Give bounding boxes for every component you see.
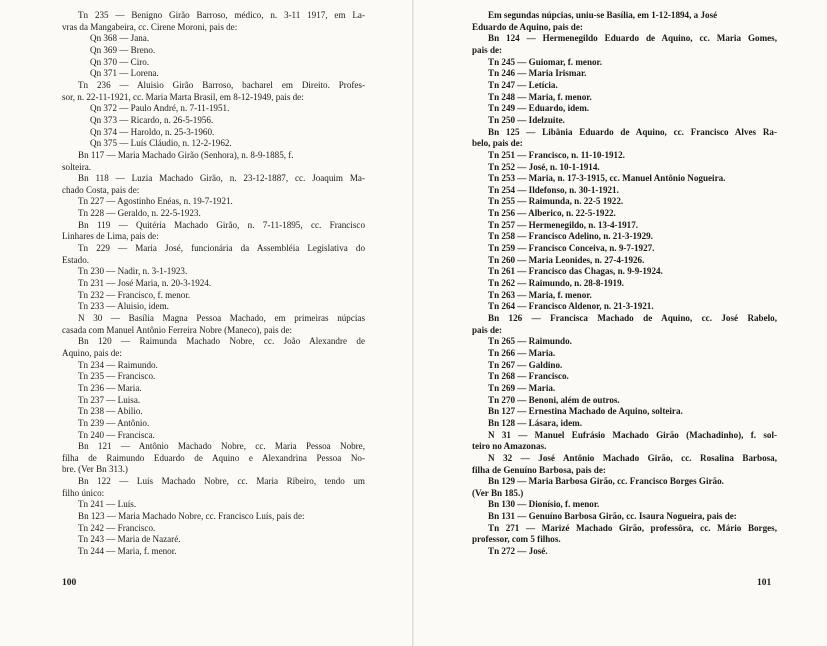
text-line: Bn 123 — Maria Machado Nobre, cc. Francisco Luís, pais de: — [78, 511, 305, 522]
text-line: Tn 235 — Benigno Girão Barroso, médico, n. 3-11 1917, em La- — [78, 10, 365, 20]
text-line: Tn 253 — Maria, n. 17-3-1915, cc. Manuel Antônio Nogueira. — [488, 173, 726, 184]
text-line: Tn 238 — Abilio. — [78, 406, 143, 417]
text-line: Tn 231 — José Maria, n. 20-3-1924. — [78, 278, 212, 289]
text-line: Tn 230 — Nadir, n. 3-1-1923. — [78, 266, 188, 277]
text-line: Tn 263 — Maria, f. menor. — [488, 289, 592, 300]
text-line: chado Costa, pais de: — [62, 184, 140, 195]
text-line: pais de: — [472, 44, 503, 55]
text-line: casada com Manuel Antônio Ferreira Nobre (Maneco), pais de: — [62, 324, 293, 335]
text-line: Tn 242 — Francisco. — [78, 522, 156, 533]
text-line: teiro no Amazonas. — [472, 441, 547, 452]
text-line: Tn 271 — Marizé Machado Girão, professôra, cc. Mário Borges, — [488, 522, 777, 533]
right-page-number: 101 — [757, 578, 772, 588]
text-line: Tn 245 — Guiomar, f. menor. — [488, 56, 603, 67]
left-page — [62, 10, 365, 558]
text-line: Tn 249 — Eduardo, idem. — [488, 103, 590, 114]
text-line: Tn 251 — Francisco, n. 11-10-1912. — [488, 149, 625, 160]
text-line: Tn 235 — Francisco. — [78, 371, 156, 382]
text-line: filho único: — [62, 487, 105, 498]
text-line: Qn 370 — Ciro. — [90, 56, 150, 67]
left-page-number: 100 — [62, 578, 77, 588]
text-line: solteira. — [62, 161, 92, 172]
text-line: Tn 262 — Raimundo, n. 28-8-1919. — [488, 278, 624, 289]
text-line: Tn 250 — Idelzuite. — [488, 114, 565, 125]
text-line: Tn 236 — Maria. — [78, 382, 142, 393]
text-line: Bn 130 — Dionísio, f. menor. — [488, 499, 600, 510]
text-line: Tn 267 — Galdino. — [488, 359, 563, 370]
text-line: Estado. — [62, 254, 90, 265]
text-line: Tn 233 — Aluisio, idem. — [78, 301, 169, 312]
text-line: Tn 240 — Francisca. — [78, 429, 155, 440]
text-line: Tn 270 — Benoni, além de outros. — [488, 394, 620, 405]
text-line: Tn 268 — Francisco. — [488, 371, 569, 382]
text-line: Eduardo de Aquino, pais de: — [472, 21, 583, 32]
text-line: Em segundas núpcias, uniu-se Basília, em 1-12-1894, a José — [488, 10, 718, 20]
right-page — [472, 10, 777, 558]
text-line: Tn 255 — Raimunda, n. 22-5 1922. — [488, 196, 624, 207]
text-line: Tn 272 — José. — [488, 546, 548, 557]
text-line: N 31 — Manuel Eufrásio Machado Girão (Machadinho), f. sol- — [488, 429, 777, 440]
text-line: Bn 121 — Antônio Machado Nobre, cc. Maria Pessoa Nobre, — [78, 441, 365, 452]
text-line: Tn 239 — Antônio. — [78, 417, 150, 428]
text-line: Bn 126 — Francisca Machado de Aquino, cc. José Rabelo, — [488, 313, 777, 324]
text-line: Tn 237 — Luisa. — [78, 394, 141, 405]
text-line: Tn 252 — José, n. 10-1-1914. — [488, 161, 600, 172]
text-line: sor, n. 22-11-1921, cc. Maria Marta Brasil, em 8-12-1949, pais de: — [62, 91, 304, 102]
text-line: Bn 129 — Maria Barbosa Girão, cc. Francisco Borges Girão. — [488, 476, 724, 487]
text-line: vras da Mangabeira, cc. Cirene Moroni, pais de: — [62, 21, 238, 32]
text-line: filha de Raimundo Eduardo de Aquino e Alexandrina Pessoa No- — [62, 452, 365, 463]
text-line: Tn 244 — Maria, f. menor. — [78, 546, 177, 557]
text-line: Tn 264 — Francisco Aldenor, n. 21-3-1921. — [488, 301, 654, 312]
text-line: belo, pais de: — [472, 138, 523, 149]
text-line: Bn 127 — Ernestina Machado de Aquino, solteira. — [488, 406, 683, 417]
text-line: Qn 371 — Lorena. — [90, 68, 159, 79]
text-line: Tn 227 — Agostinho Enéas, n. 19-7-1921. — [78, 196, 233, 207]
text-line: Aquino, pais de: — [62, 347, 122, 358]
right-page-text — [472, 10, 777, 558]
text-line: Qn 372 — Paulo André, n. 7-11-1951. — [90, 103, 230, 114]
text-line: Tn 229 — Maria José, funcionária da Assembléia Legislativa do — [78, 243, 365, 254]
text-line: Tn 261 — Francisco das Chagas, n. 9-9-1924. — [488, 266, 663, 277]
text-line: Tn 246 — Maria Irismar. — [488, 68, 587, 79]
text-line: pais de: — [472, 324, 503, 335]
text-line: Tn 236 — Aluisio Girão Barroso, bacharel em Direito. Profes- — [78, 79, 365, 90]
text-line: N 32 — José Antônio Machado Girão, cc. Rosalina Barbosa, — [488, 452, 777, 463]
text-line: Tn 256 — Alberico, n. 22-5-1922. — [488, 208, 616, 219]
text-line: Tn 254 — Ildefonso, n. 30-1-1921. — [488, 184, 619, 195]
text-line: Tn 265 — Raimundo. — [488, 336, 572, 347]
text-line: filha de Genuíno Barbosa, pais de: — [472, 464, 606, 475]
text-line: Bn 117 — Maria Machado Girão (Senhora), n. 8-9-1885, f. — [78, 149, 294, 160]
text-line: Tn 259 — Francisco Conceiva, n. 9-7-1927. — [488, 243, 655, 254]
text-line: Tn 269 — Maria. — [488, 382, 556, 393]
text-line: Qn 373 — Ricardo, n. 26-5-1956. — [90, 114, 214, 125]
text-line: Tn 248 — Maria, f. menor. — [488, 91, 592, 102]
text-line: Bn 122 — Luís Machado Nobre, cc. Maria Ribeiro, tendo um — [78, 476, 365, 487]
text-line: Tn 257 — Hermenegildo, n. 13-4-1917. — [488, 219, 639, 230]
text-line: Qn 368 — Jana. — [90, 33, 150, 44]
text-line: Qn 375 — Luís Cláudio, n. 12-2-1962. — [90, 138, 232, 149]
text-line: Tn 266 — Maria. — [488, 347, 556, 358]
text-line: Tn 234 — Raimundo. — [78, 359, 158, 370]
text-line: Linhares de Lima, pais de: — [62, 231, 159, 242]
text-line: Tn 228 — Geraldo, n. 22-5-1923. — [78, 208, 201, 219]
text-line: Tn 232 — Francisco, f. menor. — [78, 289, 191, 300]
text-line: Tn 247 — Letícia. — [488, 79, 558, 90]
text-line: Bn 131 — Genuíno Barbosa Girão, cc. Isaura Nogueira, pais de: — [488, 511, 737, 522]
text-line: N 30 — Basília Magna Pessoa Machado, em primeiras núpcias — [78, 312, 365, 323]
text-line: bre. (Ver Bn 313.) — [62, 464, 128, 475]
text-line: Bn 120 — Raimunda Machado Nobre, cc. João Alexandre de — [78, 336, 365, 347]
text-line: Bn 118 — Luzia Machado Girão, n. 23-12-1887, cc. Joaquim Ma- — [78, 173, 365, 184]
text-line: Qn 374 — Haroldo, n. 25-3-1960. — [90, 126, 215, 137]
book-gutter — [412, 0, 414, 646]
text-line: Bn 119 — Quitéria Machado Girão, n. 7-11-1895, cc. Francisco — [78, 219, 365, 230]
text-line: professor, com 5 filhos. — [472, 534, 561, 545]
text-line: Tn 260 — Maria Leonides, n. 27-4-1926. — [488, 254, 645, 265]
text-line: Tn 241 — Luís. — [78, 499, 137, 510]
text-line: Bn 125 — Libânia Eduardo de Aquino, cc. Francisco Alves Ra- — [488, 126, 777, 137]
text-line: Tn 243 — Maria de Nazaré. — [78, 534, 181, 545]
text-line: Tn 258 — Francisco Adelino, n. 21-3-1929. — [488, 231, 653, 242]
text-line: Bn 128 — Lásara, idem. — [488, 417, 582, 428]
left-page-text — [62, 10, 365, 558]
text-line: (Ver Bn 185.) — [472, 487, 524, 498]
text-line: Bn 124 — Hermenegildo Eduardo de Aquino, cc. Maria Gomes, — [488, 33, 777, 44]
text-line: Qn 369 — Breno. — [90, 44, 156, 55]
